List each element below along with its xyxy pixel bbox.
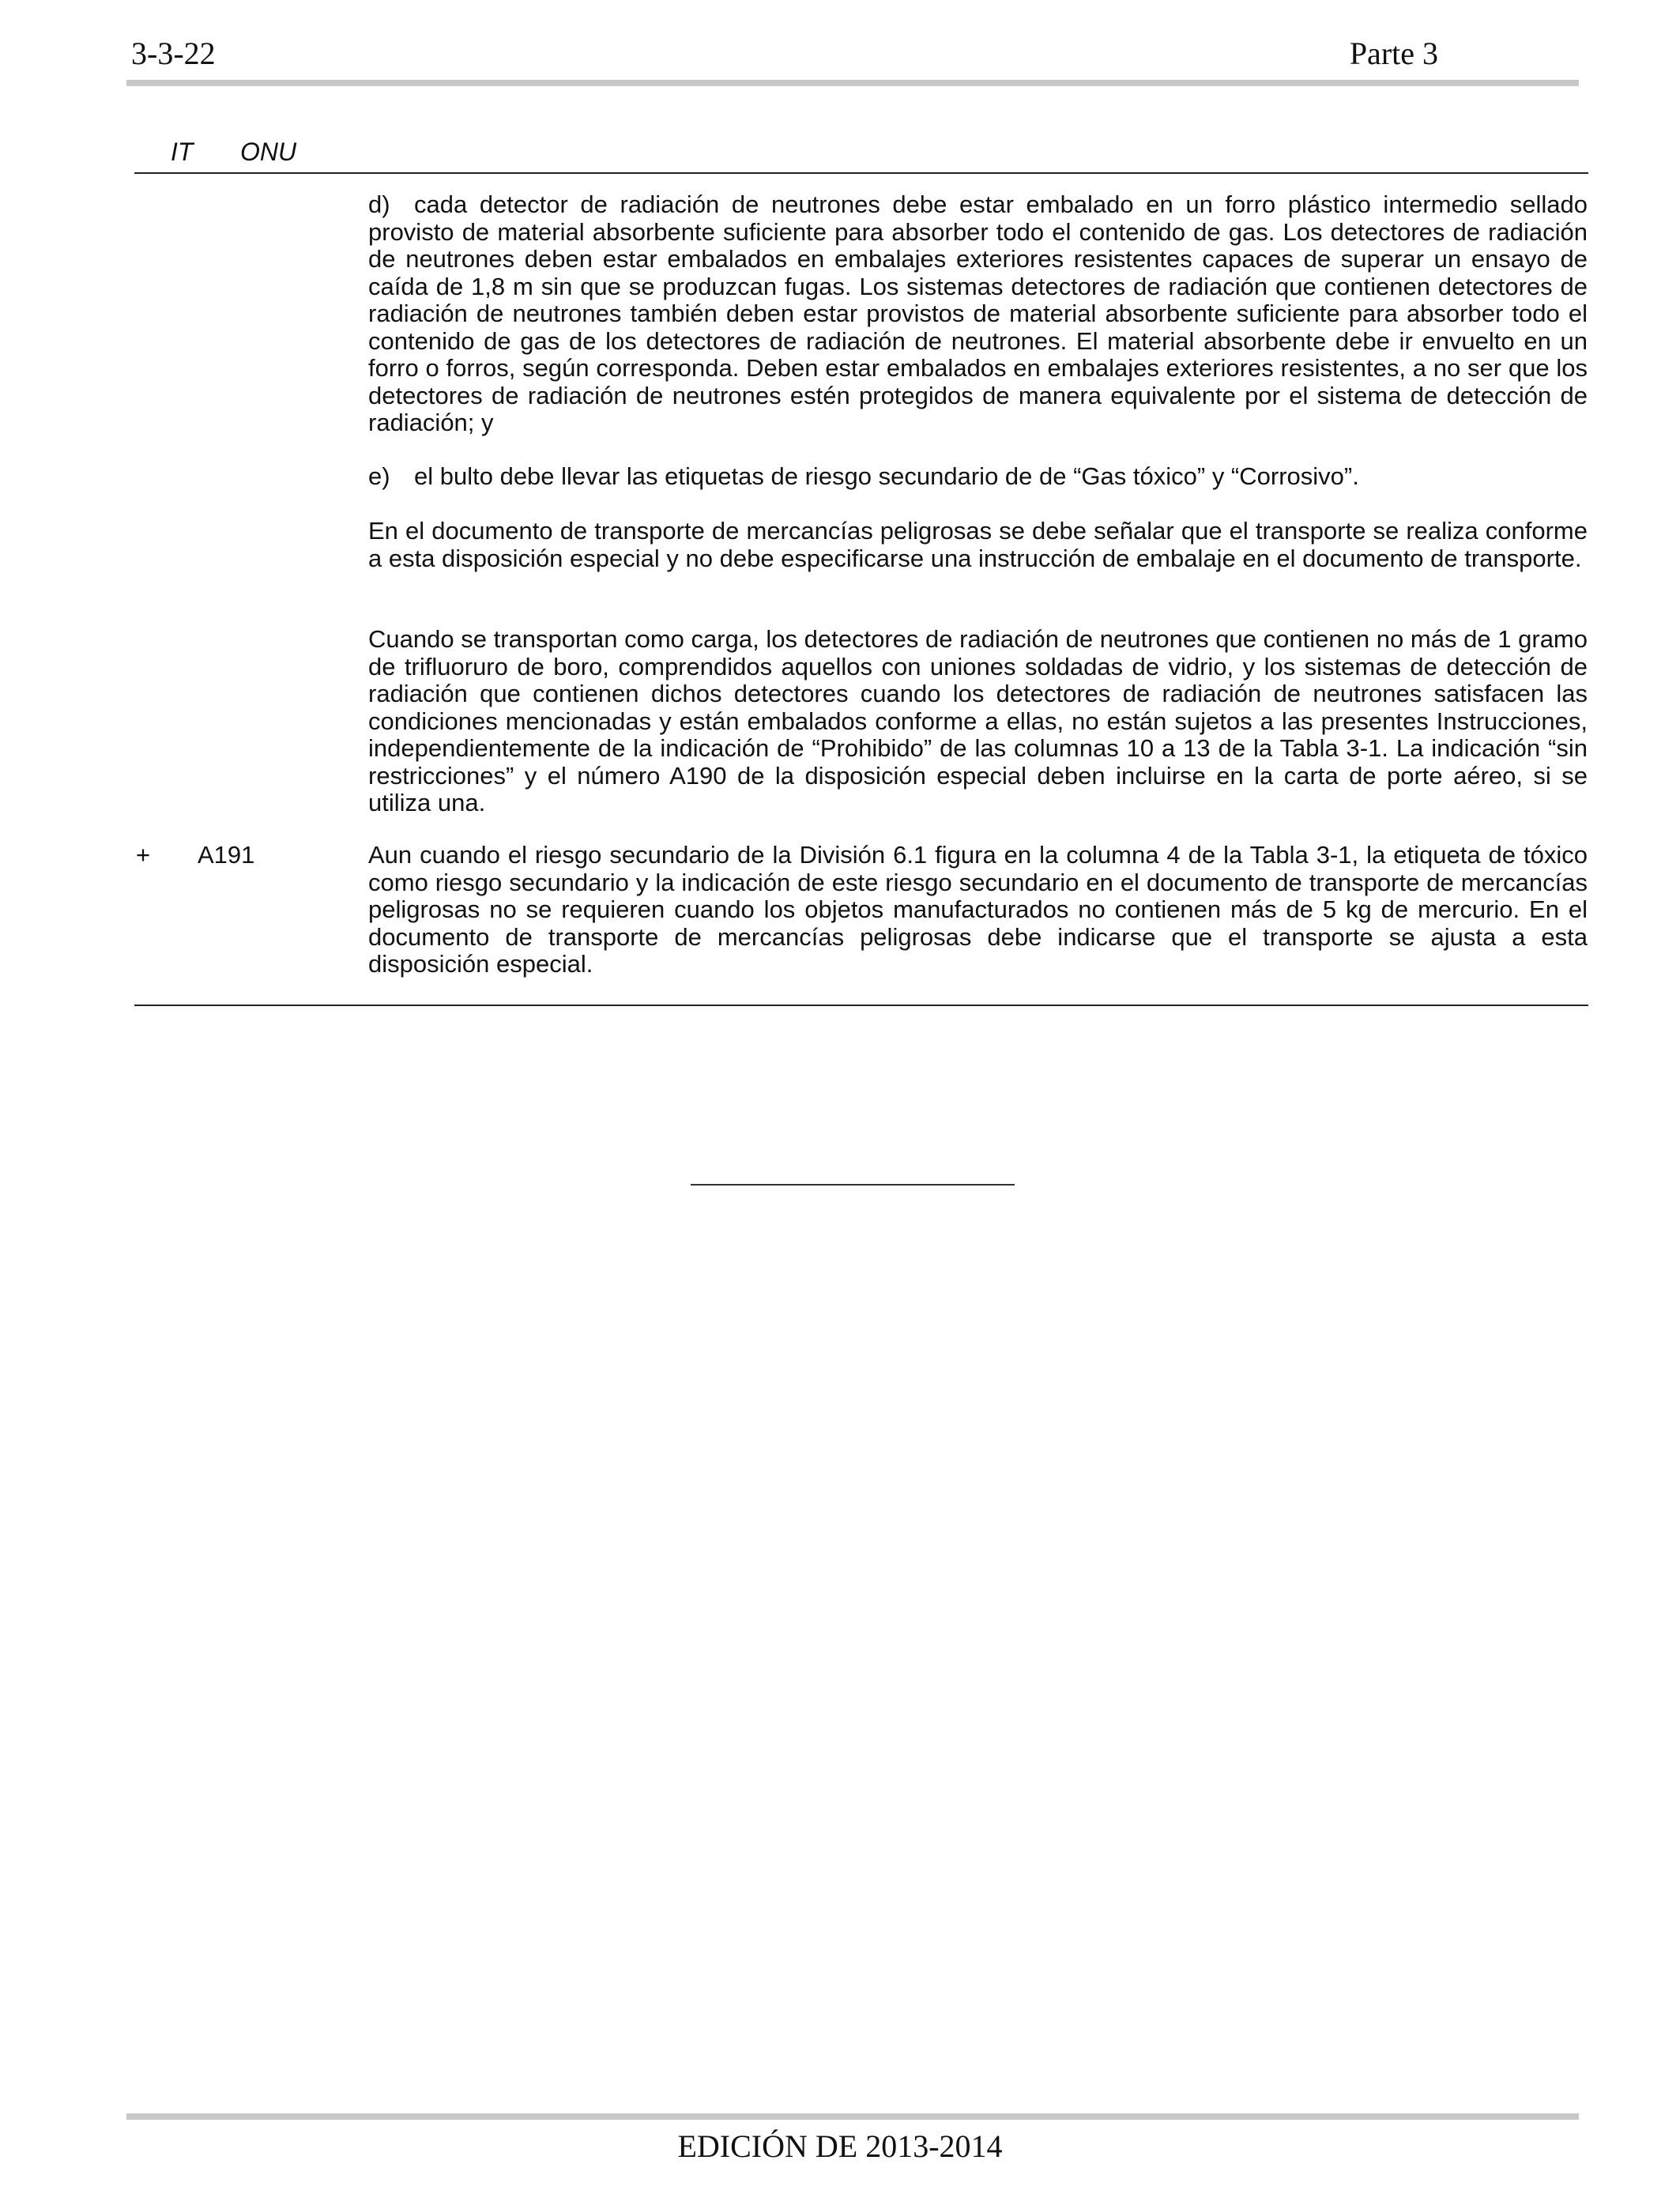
special-provision-a191-text: Aun cuando el riesgo secundario de la División 6.1 figura en la columna 4 de la Tabla 3-1, la etiqueta de tóxico como riesgo secundario y la indicación de este riesgo secundario en el documento de transporte de mercancías peligrosas no se requieren cuando los objetos manufacturados no contienen más de 5 kg de mercurio. En el documento de transporte de mercancías peligrosas debe indicarse que el transporte se ajusta a esta disposición especial. [368, 841, 1588, 978]
end-of-section-rule [691, 1184, 1015, 1186]
paragraph-d-text: cada detector de radiación de neutrones debe estar embalado en un forro plástico intermedio sellado provisto de material absorbente suficiente para absorber todo el contenido de gas. Los detectores de radiación de neutrones deben estar embalados en embalajes exteriores resistentes capaces de superar un ensayo de caída de 1,8 m sin que se produzcan fugas. Los sistemas detectores de radiación que contienen detectores de radiación de neutrones también deben estar provistos de material absorbente suficiente para absorber todo el contenido de gas de los detectores de radiación de neutrones. El material absorbente debe ir envuelto en un forro o forros, según corresponda. Deben estar embalados en embalajes exteriores resistentes, a no ser que los detectores de radiación de neutrones estén protegidos de manera equivalente por el sistema de detección de radiación; y [368, 190, 1588, 436]
paragraph-e [368, 463, 1588, 491]
part-label: Parte 3 [1349, 36, 1438, 71]
special-provision-code: A191 [198, 841, 255, 869]
column-header-it: IT [171, 138, 194, 166]
revision-marker: + [136, 841, 151, 869]
edition-footer: EDICIÓN DE 2013-2014 [677, 2128, 1003, 2164]
paragraph-d-label: d) [368, 190, 390, 218]
paragraph-transport-document: En el documento de transporte de mercancías peligrosas se debe señalar que el transporte se realiza conforme a esta disposición especial y no debe especificarse una instrucción de embalaje en el documento de transporte. [368, 517, 1588, 572]
paragraph-cargo: Cuando se transportan como carga, los detectores de radiación de neutrones que contienen no más de 1 gramo de trifluoruro de boro, comprendidos aquellos con uniones soldadas de vidrio, y los sistemas de detección de radiación que contienen dichos detectores cuando los detectores de radiación de neutrones satisfacen las condiciones mencionadas y están embalados conforme a ellas, no están sujetos a las presentes Instrucciones, independientemente de la indicación de “Prohibido” de las columnas 10 a 13 de la Tabla 3-1. La indicación “sin restricciones” y el número A190 de la disposición especial deben incluirse en la carta de porte aéreo, si se utiliza una. [368, 625, 1588, 816]
column-header-onu: ONU [240, 138, 297, 166]
table-top-rule [134, 172, 1588, 174]
paragraph-e-text: el bulto debe llevar las etiquetas de riesgo secundario de de “Gas tóxico” y “Corrosivo”. [414, 462, 1359, 490]
paragraph-d [368, 191, 1588, 437]
header-rule [126, 80, 1579, 86]
page-number: 3-3-22 [131, 36, 216, 71]
paragraph-e-label: e) [368, 462, 390, 490]
table-bottom-rule [134, 1005, 1588, 1006]
footer-rule [126, 2113, 1579, 2120]
